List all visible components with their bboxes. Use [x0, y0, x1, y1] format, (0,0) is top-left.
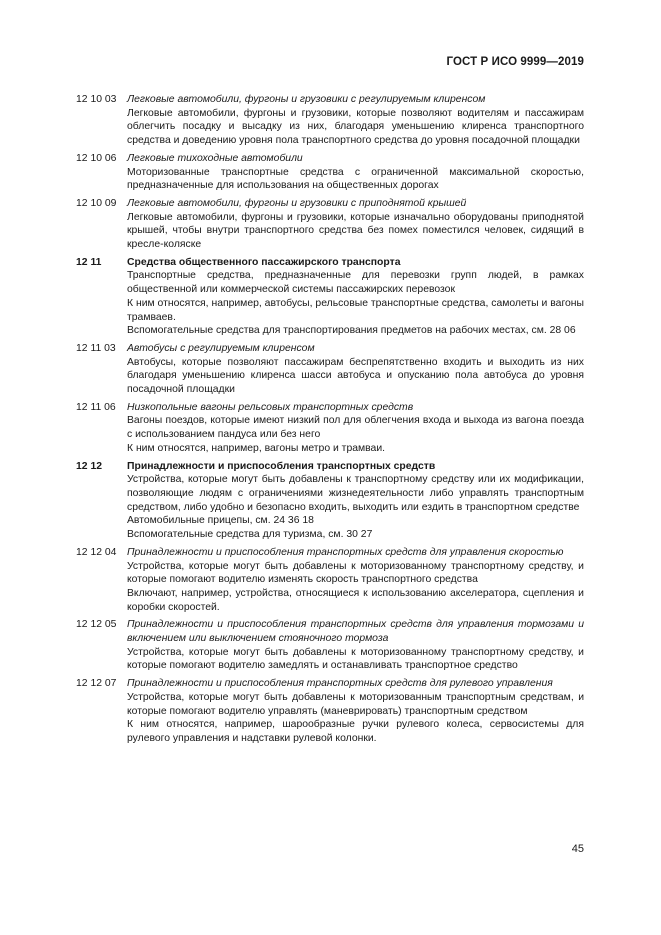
- entry-paragraph: Устройства, которые могут быть добавлены к моторизованным транспортным средствам, и которые помогают водителю управлять (маневрировать) транспортным средством: [127, 691, 584, 717]
- entry-code: 12 12: [76, 460, 103, 472]
- entry-paragraph: К ним относятся, например, вагоны метро и трамваи.: [127, 442, 386, 454]
- entry-title: Средства общественного пассажирского транспорта: [127, 256, 401, 268]
- entry-paragraph: Вагоны поездов, которые имеют низкий пол для облегчения входа и выхода из вагона поезда с использованием пандуса или без него: [127, 415, 584, 441]
- entry-paragraph: Включают, например, устройства, относящиеся к использованию акселератора, сцепления и коробки скоростей.: [127, 587, 584, 613]
- entry-code: 12 11 06: [76, 401, 116, 413]
- classification-entry: [76, 677, 584, 746]
- classification-entry: [76, 401, 584, 456]
- entry-paragraph: Легковые автомобили, фургоны и грузовики, которые позволяют водителям и пассажирам облегчить посадку и высадку из них, благодаря уменьшению клиренса транспортного средства и доведению уровня пола транспортного средства до уровня посадочной площадки: [127, 107, 584, 147]
- entry-title: Принадлежности и приспособления транспортных средств для управления тормозами и включением или выключением стояночного тормоза: [127, 619, 584, 645]
- entry-paragraph: К ним относятся, например, шарообразные ручки рулевого колеса, сервосистемы для рулевого управления и надставки рулевой колонки.: [127, 719, 584, 744]
- entry-code: 12 12 07: [76, 678, 117, 690]
- entry-paragraph: Моторизованные транспортные средства с ограниченной максимальной скоростью, предназначенные для использования на общественных дорогах: [127, 166, 584, 192]
- classification-entry: [76, 460, 584, 542]
- entry-paragraph: Автомобильные прицепы, см. 24 36 18: [127, 515, 314, 527]
- entry-body: [127, 152, 584, 193]
- entry-body: [127, 93, 584, 148]
- document-header: ГОСТ Р ИСО 9999—2019: [446, 56, 584, 68]
- entry-paragraph: Вспомогательные средства для транспортирования предметов на рабочих местах, см. 28 06: [127, 325, 576, 337]
- entry-paragraph: К ним относятся, например, автобусы, рельсовые транспортные средства, самолеты и вагоны трамваев.: [127, 297, 584, 323]
- entry-body: [127, 342, 584, 397]
- entry-code: 12 10 06: [76, 152, 117, 164]
- page-number: 45: [571, 843, 584, 855]
- classification-entry: [76, 256, 584, 338]
- entry-code: 12 12 05: [76, 619, 117, 631]
- entry-paragraph: Устройства, которые могут быть добавлены к транспортному средству или их модификации, позволяющие людям с ограничениями жизнедеятельности либо управлять транспортным средством, либо удобно и безопасно входить, выходить или ездить в транспортном средстве: [127, 474, 584, 513]
- classification-entry: [76, 618, 584, 673]
- entry-title: Легковые автомобили, фургоны и грузовики с приподнятой крышей: [127, 197, 467, 209]
- entry-code: 12 10 03: [76, 94, 117, 105]
- entry-paragraph: Легковые автомобили, фургоны и грузовики, которые изначально оборудованы приподнятой крышей, чтобы внутри транспортного средства без помех поместился человек, сидящий в кресле-коляске: [127, 211, 584, 251]
- entry-paragraph: Автобусы, которые позволяют пассажирам беспрепятственно входить и выходить из них благодаря уменьшению клиренса шасси автобуса и опусканию пола автобуса до уровня посадочной площадки: [127, 356, 584, 396]
- entry-title: Легковые автомобили, фургоны и грузовики с регулируемым клиренсом: [127, 94, 486, 105]
- classification-entry: [76, 546, 584, 615]
- entry-code: 12 11: [76, 256, 102, 268]
- entry-paragraph: Устройства, которые могут быть добавлены к моторизованному транспортному средству, и которые помогают водителю изменять скорость транспортного средства: [127, 560, 584, 586]
- entry-body: [127, 546, 584, 615]
- entry-body: [127, 677, 584, 746]
- classification-entry: [76, 342, 584, 397]
- entry-title: Низкопольные вагоны рельсовых транспортных средств: [127, 401, 414, 413]
- entry-title: Принадлежности и приспособления транспортных средств для управления скоростью: [127, 546, 564, 558]
- entry-paragraph: Транспортные средства, предназначенные для перевозки групп людей, в рамках общественной или коммерческой системы пассажирских перевозок: [127, 270, 584, 296]
- entry-body: [127, 401, 584, 456]
- entry-paragraph: Устройства, которые могут быть добавлены к моторизованному транспортному средству, и которые помогают водителю замедлять и останавливать транспортное средство: [127, 646, 584, 672]
- entry-body: [127, 460, 584, 542]
- classification-entries: [76, 93, 584, 750]
- entry-body: [127, 256, 584, 338]
- entry-code: 12 11 03: [76, 342, 116, 354]
- classification-entry: [76, 93, 584, 148]
- entry-title: Принадлежности и приспособления транспортных средств для рулевого управления: [127, 678, 553, 690]
- entry-body: [127, 197, 584, 252]
- entry-paragraph: Вспомогательные средства для туризма, см. 30 27: [127, 529, 373, 541]
- entry-code: 12 12 04: [76, 546, 117, 558]
- entry-code: 12 10 09: [76, 197, 117, 209]
- classification-entry: [76, 152, 584, 193]
- entry-title: Автобусы с регулируемым клиренсом: [127, 342, 315, 354]
- classification-entry: [76, 197, 584, 252]
- entry-title: Принадлежности и приспособления транспортных средств: [127, 460, 436, 472]
- entry-body: [127, 618, 584, 673]
- entry-title: Легковые тихоходные автомобили: [127, 152, 303, 164]
